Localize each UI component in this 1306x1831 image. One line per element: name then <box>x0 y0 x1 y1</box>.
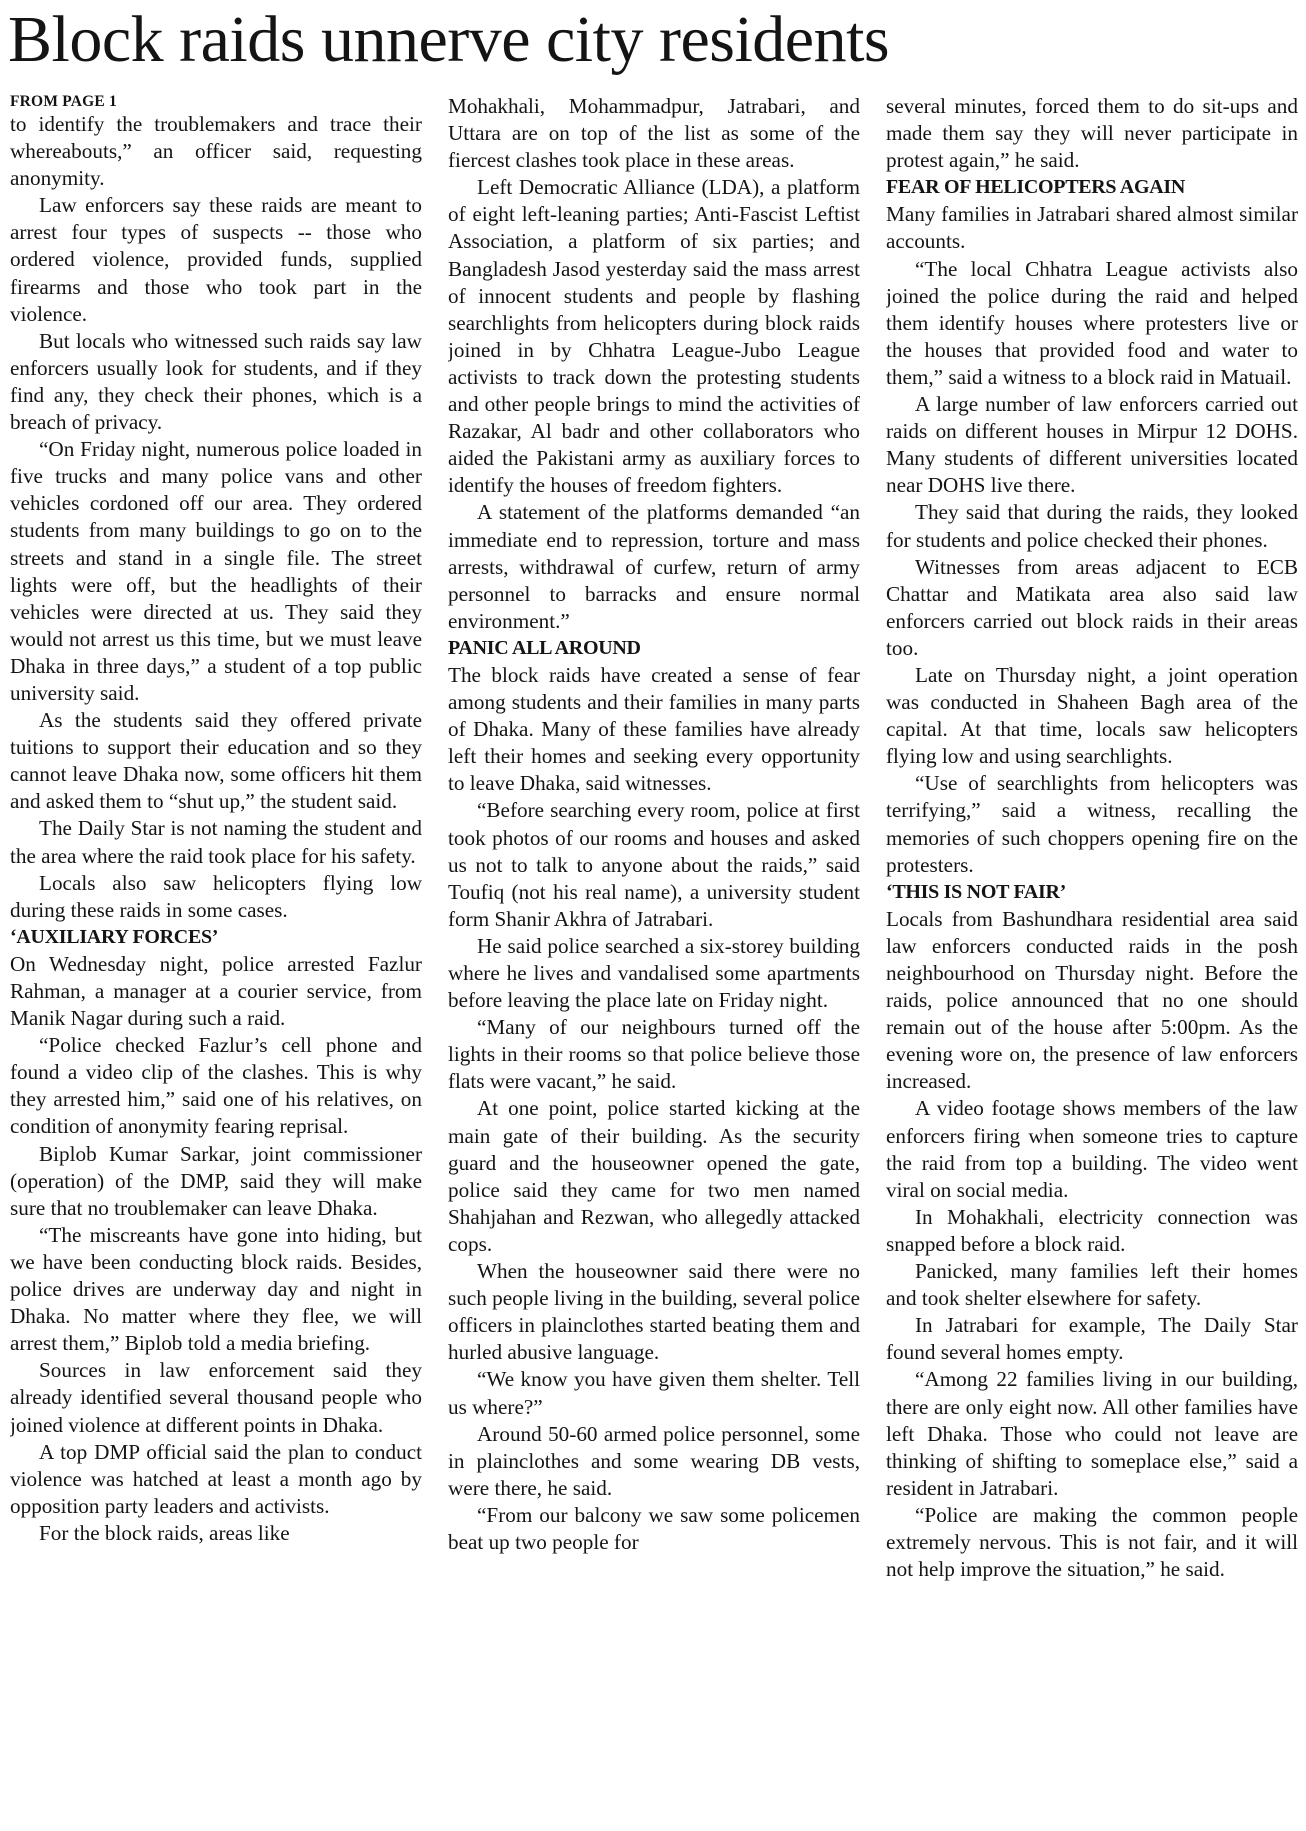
article-paragraph: Panicked, many families left their homes and took shelter elsewhere for safety. <box>886 1259 1298 1311</box>
article-paragraph: For the block raids, areas like <box>39 1520 290 1545</box>
section-subheading: ‘THIS IS NOT FAIR’ <box>886 880 1067 903</box>
article-paragraph: “Police checked Fazlur’s cell phone and found a video clip of the clashes. This is why they arrested him,” said one of his relatives, on condition of anonymity fearing reprisal. <box>10 1033 422 1139</box>
article-paragraph: “On Friday night, numerous police loaded in five trucks and many police vans and other vehicles cordoned off our area. They ordered students from many buildings to go on to the streets and stand in a single file. The street lights were off, but the headlights of their vehicles were directed at us. They said they would not arrest us this time, but we must leave Dhaka in three days,” a student of a top public university said. <box>10 437 422 705</box>
article-paragraph: “The local Chhatra League activists also joined the police during the raid and helped them identify houses where protesters live or the houses that provided food and water to them,” said a witness to a block raid in Matuail. <box>886 256 1298 389</box>
article-paragraph: Many families in Jatrabari shared almost similar accounts. <box>886 202 1298 254</box>
article-paragraph: Late on Thursday night, a joint operation was conducted in Shaheen Bagh area of the capital. At that time, locals saw helicopters flying low and using searchlights. <box>886 662 1298 769</box>
article-paragraph: Around 50-60 armed police personnel, some in plainclothes and some wearing DB vests, were there, he said. <box>448 1421 860 1500</box>
article-paragraph: He said police searched a six-storey building where he lives and vandalised some apartments before leaving the place late on Friday night. <box>448 933 860 1013</box>
article-paragraph: Locals from Bashundhara residential area said law enforcers conducted raids in the posh neighbourhood on Thursday night. Before the raids, police announced that no one should remain out of the house after 5:00pm. As the evening wore on, the presence of law enforcers increased. <box>886 906 1298 1094</box>
article-column-1 <box>10 93 422 1828</box>
section-subheading: PANIC ALL AROUND <box>448 636 641 659</box>
article-paragraph: Sources in law enforcement said they already identified several thousand people who joined violence at different points in Dhaka. <box>10 1358 422 1437</box>
article-paragraph: Mohakhali, Mohammadpur, Jatrabari, and Uttara are on top of the list as some of the fiercest clashes took place in these areas. <box>448 94 860 173</box>
article-paragraph: As the students said they offered private tuitions to support their education and so they cannot leave Dhaka now, some officers hit them and asked them to “shut up,” the student said. <box>10 708 422 814</box>
article-paragraph: At one point, police started kicking at the main gate of their building. As the security guard and the houseowner opened the gate, police said they came for two men named Shahjahan and Rezwan, who allegedly attacked cops. <box>448 1096 860 1256</box>
article-paragraph: When the houseowner said there were no such people living in the building, several police officers in plainclothes started beating them and hurled abusive language. <box>448 1259 860 1365</box>
article-paragraph: They said that during the raids, they looked for students and police checked their phones. <box>886 500 1298 552</box>
section-subheading: FEAR OF HELICOPTERS AGAIN <box>886 176 1186 199</box>
article-paragraph: “Use of searchlights from helicopters was terrifying,” said a witness, recalling the memories of such choppers opening fire on the protesters. <box>886 771 1298 877</box>
article-paragraph: several minutes, forced them to do sit-ups and made them say they will never participate in protest again,” he said. <box>886 94 1298 173</box>
page-title: Block raids unnerve city residents <box>8 3 890 76</box>
article-paragraph: In Mohakhali, electricity connection was snapped before a block raid. <box>886 1204 1298 1256</box>
article-paragraph: A top DMP official said the plan to conduct violence was hatched at least a month ago by opposition party leaders and activists. <box>10 1439 422 1518</box>
article-paragraph: “Before searching every room, police at first took photos of our rooms and houses and asked us not to talk to anyone about the raids,” said Toufiq (not his real name), a university student form Shanir Akhra of Jatrabari. <box>448 798 860 931</box>
article-paragraph: The block raids have created a sense of fear among students and their families in many parts of Dhaka. Many of these families have already left their homes and seeking every opportunity to leave Dhaka, said witnesses. <box>448 662 860 796</box>
article-column-3 <box>886 93 1298 1828</box>
continued-from-label: FROM PAGE 1 <box>10 93 117 110</box>
article-paragraph: Biplob Kumar Sarkar, joint commissioner (operation) of the DMP, said they will make sure that no troublemaker can leave Dhaka. <box>10 1141 422 1220</box>
article-paragraph: But locals who witnessed such raids say law enforcers usually look for students, and if they find any, they check their phones, which is a breach of privacy. <box>10 328 422 435</box>
article-paragraph: Law enforcers say these raids are meant to arrest four types of suspects -- those who ordered violence, provided funds, supplied firearms and those who took part in the violence. <box>10 193 422 326</box>
article-paragraph: In Jatrabari for example, The Daily Star found several homes empty. <box>886 1313 1298 1365</box>
article-paragraph: “We know you have given them shelter. Tell us where?” <box>448 1367 860 1419</box>
article-paragraph: Witnesses from areas adjacent to ECB Chattar and Matikata area also said law enforcers carried out block raids in their areas too. <box>886 554 1298 660</box>
article-paragraph: Locals also saw helicopters flying low during these raids in some cases. <box>10 870 422 922</box>
article-paragraph: “Many of our neighbours turned off the lights in their rooms so that police believe those flats were vacant,” he said. <box>448 1015 860 1094</box>
article-paragraph: A video footage shows members of the law enforcers firing when someone tries to capture the raid from top a building. The video went viral on social media. <box>886 1096 1298 1202</box>
article-paragraph: The Daily Star is not naming the student and the area where the raid took place for his safety. <box>10 816 422 868</box>
article-column-2 <box>448 93 860 1828</box>
section-subheading: ‘AUXILIARY FORCES’ <box>10 925 219 948</box>
article-paragraph: “The miscreants have gone into hiding, but we have been conducting block raids. Besides, police drives are underway day and night in Dhaka. No matter where they flee, we will arrest them,” Biplob told a media briefing. <box>10 1222 422 1356</box>
article-paragraph: A large number of law enforcers carried out raids on different houses in Mirpur 12 DOHS. Many students of different universities located near DOHS live there. <box>886 392 1298 498</box>
article-paragraph: “Police are making the common people extremely nervous. This is not fair, and it will not help improve the situation,” he said. <box>886 1502 1298 1582</box>
article-paragraph: “Among 22 families living in our building, there are only eight now. All other families have left Dhaka. Those who could not leave are thinking of shifting to someplace else,” said a resident in Jatrabari. <box>886 1367 1298 1500</box>
article-paragraph: Left Democratic Alliance (LDA), a platform of eight left-leaning parties; Anti-Fascist Leftist Association, a platform of six parties; and Bangladesh Jasod yesterday said the mass arrest of innocent students and people by flashing searchlights from helicopters during block raids joined in by Chhatra League-Jubo League activists to track down the protesting students and other people brings to mind the activities of Razakar, Al badr and other collaborators who aided the Pakistani army as auxiliary forces to identify the houses of freedom fighters. <box>448 175 860 498</box>
article-paragraph: “From our balcony we saw some policemen beat up two people for <box>448 1502 860 1554</box>
article-paragraph: On Wednesday night, police arrested Fazlur Rahman, a manager at a courier service, from Manik Nagar during such a raid. <box>10 951 422 1031</box>
article-paragraph: A statement of the platforms demanded “an immediate end to repression, torture and mass arrests, withdrawal of curfew, return of army personnel to barracks and ensure normal environment.” <box>448 500 860 633</box>
article-paragraph: to identify the troublemakers and trace their whereabouts,” an officer said, requesting anonymity. <box>10 112 422 191</box>
